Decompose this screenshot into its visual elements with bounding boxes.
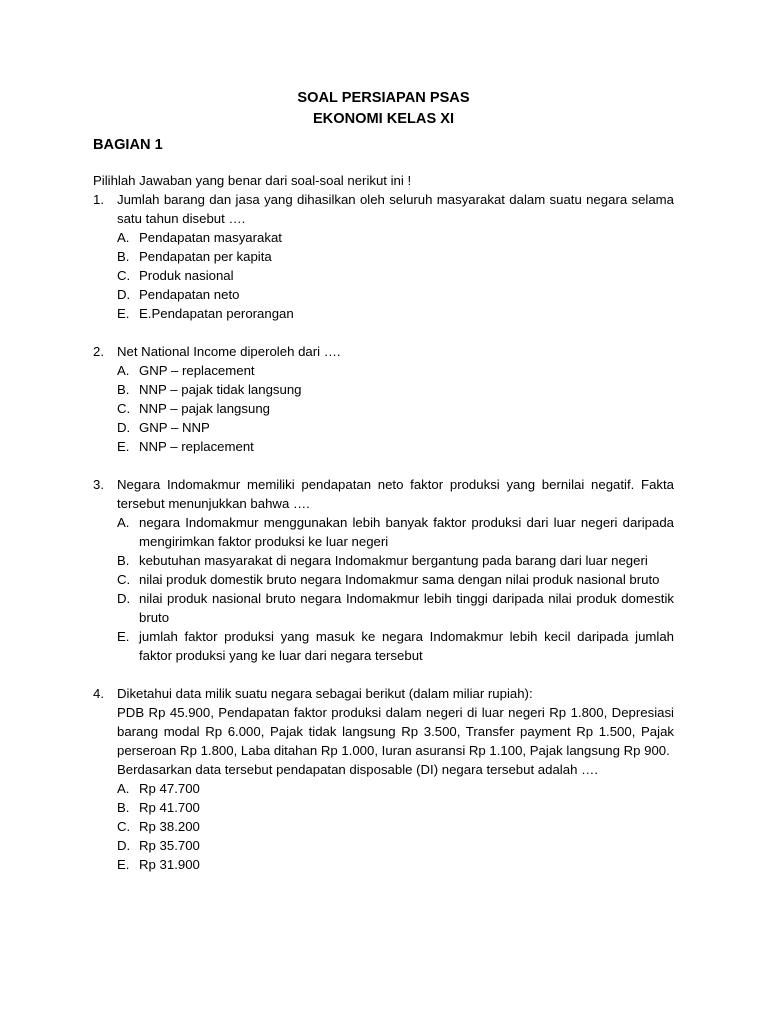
option-c	[117, 817, 674, 836]
option-e	[117, 855, 674, 874]
option-letter: D.	[117, 420, 131, 435]
option-letter: A.	[117, 781, 130, 796]
option-text: Rp 38.200	[139, 819, 200, 834]
option-d	[117, 285, 674, 304]
question-text: Diketahui data milik suatu negara sebagai berikut (dalam miliar rupiah):	[117, 686, 533, 701]
spacer	[93, 665, 674, 684]
spacer	[93, 323, 674, 342]
question-text: Jumlah barang dan jasa yang dihasilkan oleh seluruh masyarakat dalam suatu negara selama satu tahun disebut ….	[117, 192, 674, 226]
instruction-text: Pilihlah Jawaban yang benar dari soal-soal nerikut ini !	[93, 173, 412, 188]
question-number: 1.	[93, 192, 104, 207]
option-text: Pendapatan neto	[139, 287, 240, 302]
option-c	[117, 570, 674, 589]
option-c	[117, 399, 674, 418]
option-letter: C.	[117, 268, 131, 283]
option-a	[117, 361, 674, 380]
question-text: Net National Income diperoleh dari ….	[117, 344, 341, 359]
question-4	[93, 684, 674, 874]
option-text: NNP – pajak tidak langsung	[139, 382, 302, 397]
option-text: Pendapatan per kapita	[139, 249, 272, 264]
option-letter: C.	[117, 572, 131, 587]
option-letter: E.	[117, 857, 130, 872]
option-text: GNP – NNP	[139, 420, 210, 435]
option-letter: B.	[117, 382, 130, 397]
option-b	[117, 380, 674, 399]
option-a	[117, 228, 674, 247]
option-text: Rp 35.700	[139, 838, 200, 853]
spacer	[93, 456, 674, 475]
option-letter: A.	[117, 363, 130, 378]
option-letter: B.	[117, 800, 130, 815]
question-number: 2.	[93, 344, 104, 359]
option-a	[117, 513, 674, 551]
option-text: NNP – replacement	[139, 439, 254, 454]
option-text: Rp 31.900	[139, 857, 200, 872]
option-letter: D.	[117, 591, 131, 606]
option-e	[117, 627, 674, 665]
question-2	[93, 342, 674, 456]
option-b	[117, 247, 674, 266]
option-letter: B.	[117, 553, 130, 568]
option-text: NNP – pajak langsung	[139, 401, 270, 416]
option-letter: A.	[117, 230, 130, 245]
question-data: PDB Rp 45.900, Pendapatan faktor produksi dalam negeri di luar negeri Rp 1.800, Depresiasi barang modal Rp 6.000, Pajak tidak langsung Rp 3.500, Transfer payment Rp 1.500, Pajak perseroan Rp 1.800, Laba ditahan Rp 1.000, Iuran asuransi Rp 1.100, Pajak langsung Rp 900.	[117, 705, 674, 758]
option-d	[117, 836, 674, 855]
section-heading: BAGIAN 1	[93, 137, 163, 153]
option-text: Produk nasional	[139, 268, 234, 283]
question-number: 3.	[93, 477, 104, 492]
option-b	[117, 551, 674, 570]
option-letter: E.	[117, 439, 130, 454]
question-text: Negara Indomakmur memiliki pendapatan neto faktor produksi yang bernilai negatif. Fakta tersebut menunjukkan bahwa ….	[117, 477, 674, 511]
option-e	[117, 304, 674, 323]
option-letter: D.	[117, 838, 131, 853]
option-text: Rp 47.700	[139, 781, 200, 796]
question-1	[93, 190, 674, 323]
option-text: nilai produk nasional bruto negara Indomakmur lebih tinggi daripada nilai produk domestik bruto	[139, 591, 674, 625]
option-text: E.Pendapatan perorangan	[139, 306, 294, 321]
option-letter: C.	[117, 819, 131, 834]
title-line-2: EKONOMI KELAS XI	[312, 111, 455, 127]
option-d	[117, 589, 674, 627]
question-prompt: Berdasarkan data tersebut pendapatan disposable (DI) negara tersebut adalah ….	[117, 762, 598, 777]
option-text: GNP – replacement	[139, 363, 255, 378]
option-e	[117, 437, 674, 456]
option-d	[117, 418, 674, 437]
option-text: kebutuhan masyarakat di negara Indomakmur bergantung pada barang dari luar negeri	[139, 553, 648, 568]
option-c	[117, 266, 674, 285]
question-3	[93, 475, 674, 665]
document-page	[93, 88, 674, 874]
title-line-1: SOAL PERSIAPAN PSAS	[297, 90, 470, 106]
question-number: 4.	[93, 686, 104, 701]
option-text: Rp 41.700	[139, 800, 200, 815]
option-letter: D.	[117, 287, 131, 302]
option-text: jumlah faktor produksi yang masuk ke negara Indomakmur lebih kecil daripada jumlah faktor produksi yang ke luar dari negara tersebut	[139, 629, 674, 663]
option-letter: C.	[117, 401, 131, 416]
option-letter: B.	[117, 249, 130, 264]
option-letter: E.	[117, 629, 130, 644]
option-text: Pendapatan masyarakat	[139, 230, 282, 245]
option-text: nilai produk domestik bruto negara Indomakmur sama dengan nilai produk nasional bruto	[139, 572, 660, 587]
option-text: negara Indomakmur menggunakan lebih banyak faktor produksi dari luar negeri daripada mengirimkan faktor produksi ke luar negeri	[139, 515, 674, 549]
option-letter: A.	[117, 515, 130, 530]
option-b	[117, 798, 674, 817]
option-a	[117, 779, 674, 798]
option-letter: E.	[117, 306, 130, 321]
